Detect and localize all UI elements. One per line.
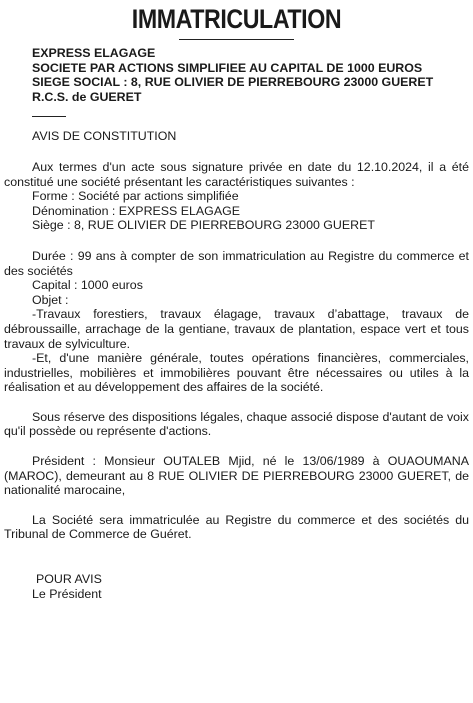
intro-paragraph: Aux termes d'un acte sous signature privée en date du 12.10.2024, il a été constitué une société présentant les caractéristiques suivantes :: [4, 159, 469, 189]
page-title: IMMATRICULATION: [131, 4, 342, 34]
denomination-field: Dénomination : EXPRESS ELAGAGE: [32, 203, 240, 218]
signatory: Le Président: [32, 586, 102, 601]
forme-field: Forme : Société par actions simplifiée: [32, 189, 239, 204]
president-paragraph: Président : Monsieur OUTALEB Mjid, né le 13/06/1989 à OUAOUMANA (MAROC), demeurant au 8 RUE OLIVIER DE PIERREBOURG 23000 GUERET, de nationalité marocaine,: [4, 454, 469, 498]
objet-label: Objet :: [32, 292, 69, 307]
notice-body: [4, 129, 469, 601]
company-name: EXPRESS ELAGAGE: [32, 46, 156, 60]
company-seat: SIEGE SOCIAL : 8, RUE OLIVIER DE PIERREBOURG 23000 GUERET: [32, 75, 434, 90]
objet-item: -Et, d'une manière générale, toutes opérations financières, commerciales, industrielles, mobilières et immobilières pouvant être nécessaires ou utiles à la réalisation et au développement des affaires de la société.: [4, 351, 469, 395]
title-underline: [179, 39, 294, 40]
registration-paragraph: La Société sera immatriculée au Registre du commerce et des sociétés du Tribunal de Commerce de Guéret.: [4, 512, 469, 542]
siege-field: Siège : 8, RUE OLIVIER DE PIERREBOURG 23000 GUERET: [32, 218, 375, 233]
company-form: SOCIETE PAR ACTIONS SIMPLIFIEE AU CAPITAL DE 1000 EUROS: [32, 60, 423, 75]
company-header: [32, 46, 469, 104]
signature-block: [4, 572, 469, 601]
closing-text: POUR AVIS: [36, 572, 102, 587]
capital-field: Capital : 1000 euros: [32, 278, 143, 293]
company-rcs: R.C.S. de GUERET: [32, 89, 142, 104]
header-divider: [32, 116, 66, 117]
objet-item: -Travaux forestiers, travaux élagage, travaux d’abattage, travaux de débroussaille, arrachage de la gentiane, travaux de plantation, espace vert et tous travaux de sylviculture.: [4, 307, 469, 351]
duree-field: Durée : 99 ans à compter de son immatriculation au Registre du commerce et des sociétés: [4, 248, 469, 278]
notice-heading: AVIS DE CONSTITUTION: [32, 129, 177, 144]
reserve-paragraph: Sous réserve des dispositions légales, chaque associé dispose d'autant de voix qu'il possède ou représente d'actions.: [4, 409, 469, 439]
